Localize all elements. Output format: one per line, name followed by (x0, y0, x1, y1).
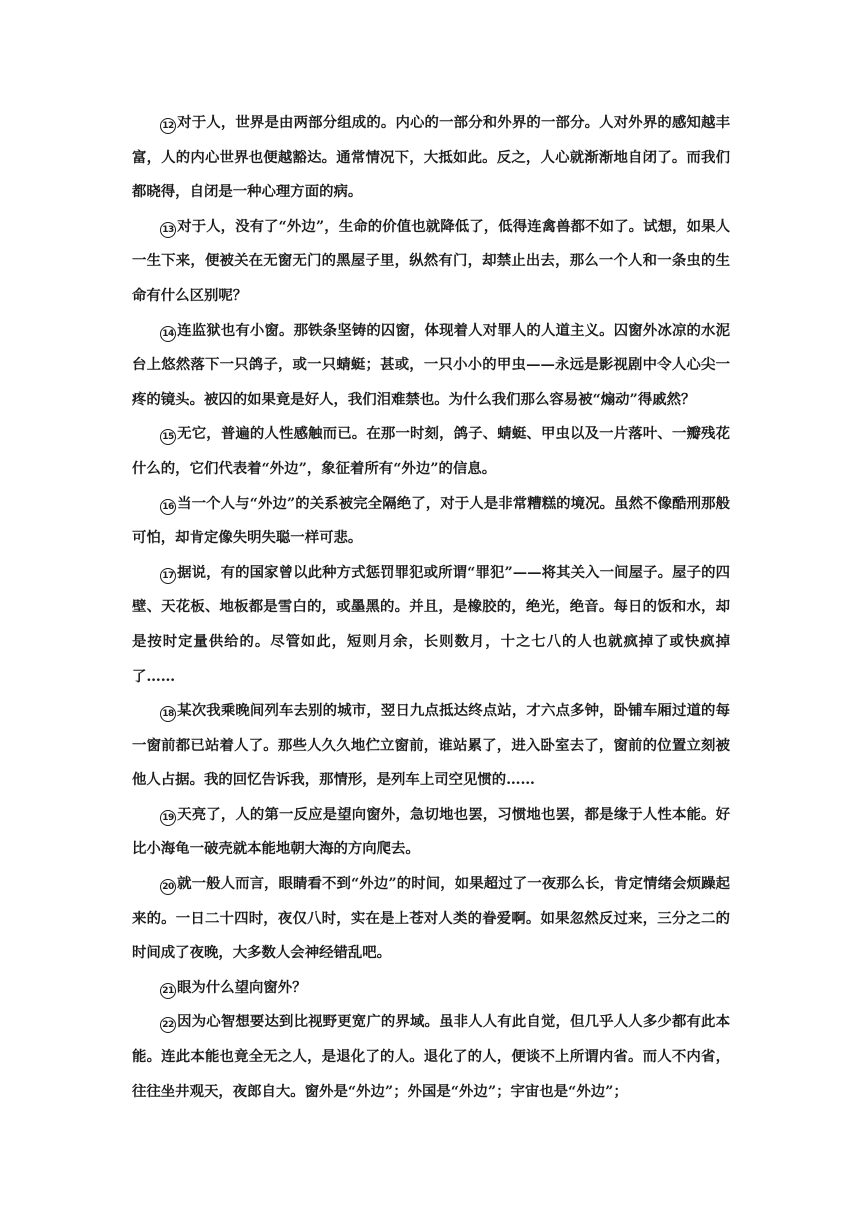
paragraph-number-badge: 20 (160, 879, 176, 895)
paragraph-text: 据说，有的国家曾以此种方式惩罚罪犯或所谓“罪犯”——将其关入一间屋子。屋子的四壁、天花板、地板都是雪白的，或墨黑的。并且，是橡胶的，绝光，绝音。每日的饭和水，却是按时定量供给的。尽管如此，短则月余，长则数月，十之七八的人也就疯掉了或快疯掉了…… (132, 563, 730, 685)
article-body (132, 106, 730, 1109)
paragraph-text: 某次我乘晚间列车去别的城市，翌日九点抵达终点站，才六点多钟，卧铺车厢过道的每一窗前都已站着人了。那些人久久地伫立窗前，谁站累了，进入卧室去了，窗前的位置立刻被他人占据。我的回忆告诉我，那情形，是列车上司空见惯的…… (132, 702, 730, 789)
paragraph-19 (132, 798, 730, 867)
paragraph-16 (132, 487, 730, 556)
paragraph-number-badge: 17 (160, 568, 176, 584)
paragraph-number-badge: 12 (160, 118, 176, 134)
paragraph-number-badge: 18 (160, 706, 176, 722)
paragraph-18 (132, 694, 730, 798)
paragraph-17 (132, 556, 730, 694)
paragraph-number-badge: 22 (160, 1017, 176, 1033)
paragraph-text: 眼为什么望向窗外？ (177, 978, 307, 996)
paragraph-20 (132, 867, 730, 971)
paragraph-13 (132, 210, 730, 314)
paragraph-number-badge: 21 (160, 983, 176, 999)
paragraph-number-badge: 14 (160, 326, 176, 342)
paragraph-text: 因为心智想要达到比视野更宽广的界域。虽非人人有此自觉，但几乎人人多少都有此本能。连此本能也竟全无之人，是退化了的人。退化了的人，便谈不上所谓内省。而人不内省，往往坐井观天，夜郎自大。窗外是“外边”；外国是“外边”；宇宙也是“外边”； (132, 1013, 730, 1100)
paragraph-22 (132, 1005, 730, 1109)
paragraph-14 (132, 314, 730, 418)
paragraph-number-badge: 19 (160, 810, 176, 826)
paragraph-text: 连监狱也有小窗。那铁条坚铸的囚窗，体现着人对罪人的人道主义。囚窗外冰凉的水泥台上悠然落下一只鸽子，或一只蜻蜓；甚或，一只小小的甲虫——永远是影视剧中令人心尖一疼的镜头。被囚的如果竟是好人，我们泪难禁也。为什么我们那么容易被“煽动”得戚然？ (132, 321, 730, 408)
paragraph-text: 当一个人与“外边”的关系被完全隔绝了，对于人是非常糟糕的境况。虽然不像酷刑那般可怕，却肯定像失明失聪一样可悲。 (132, 494, 730, 547)
paragraph-number-badge: 13 (160, 222, 176, 238)
paragraph-15 (132, 417, 730, 486)
paragraph-text: 对于人，世界是由两部分组成的。内心的一部分和外界的一部分。人对外界的感知越丰富，人的内心世界也便越豁达。通常情况下，大抵如此。反之，人心就渐渐地自闭了。而我们都晓得，自闭是一种心理方面的病。 (132, 114, 730, 201)
paragraph-text: 无它，普遍的人性感触而已。在那一时刻，鸽子、蜻蜓、甲虫以及一片落叶、一瓣残花什么的，它们代表着“外边”，象征着所有“外边”的信息。 (132, 425, 730, 477)
paragraph-text: 天亮了，人的第一反应是望向窗外，急切地也罢，习惯地也罢，都是缘于人性本能。好比小海龟一破壳就本能地朝大海的方向爬去。 (132, 805, 730, 858)
paragraph-text: 就一般人而言，眼睛看不到“外边”的时间，如果超过了一夜那么长，肯定情绪会烦躁起来的。一日二十四时，夜仅八时，实在是上苍对人类的眷爱啊。如果忽然反过来，三分之二的时间成了夜晚，大多数人会神经错乱吧。 (132, 875, 730, 962)
paragraph-number-badge: 15 (160, 429, 176, 445)
paragraph-number-badge: 16 (160, 499, 176, 515)
paragraph-12 (132, 106, 730, 210)
paragraph-text: 对于人，没有了“外边”，生命的价值也就降低了，低得连禽兽都不如了。试想，如果人一生下来，便被关在无窗无门的黑屋子里，纵然有门，却禁止出去，那么一个人和一条虫的生命有什么区别呢？ (132, 217, 730, 304)
paragraph-21 (132, 971, 730, 1006)
